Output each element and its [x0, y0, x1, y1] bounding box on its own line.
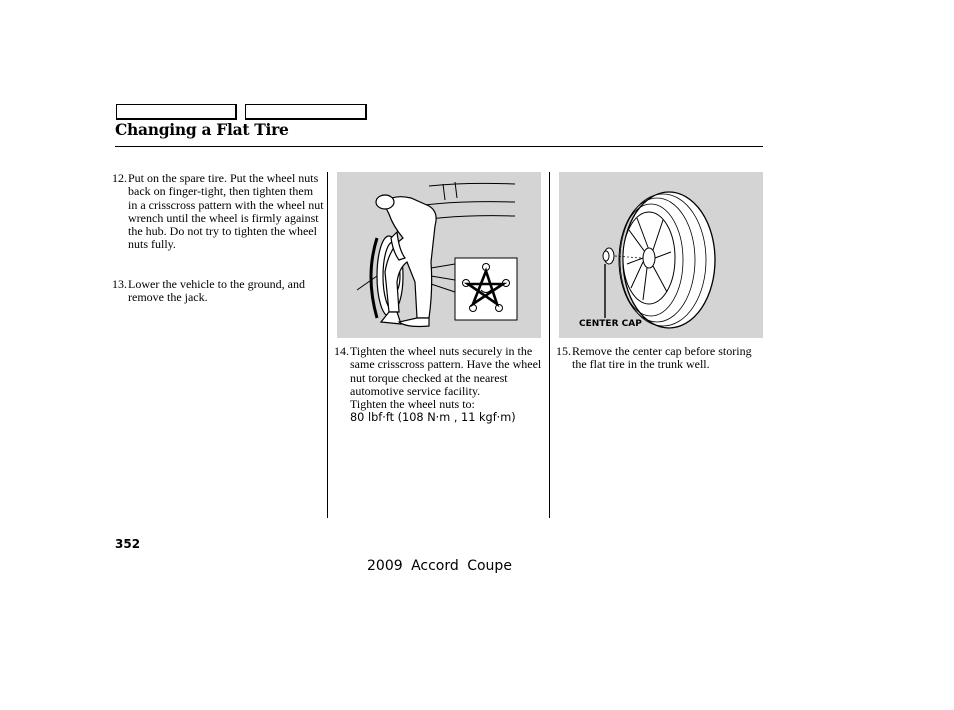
step-15 [556, 345, 762, 372]
lug-pattern-inset [455, 258, 517, 320]
tire-with-center-cap-icon [559, 172, 763, 338]
torque-spec: 80 lbf·ft (108 N·m , 11 kgf·m) [350, 411, 516, 425]
step-12 [112, 172, 324, 252]
nav-tab-box[interactable] [116, 104, 237, 120]
column-divider [549, 172, 550, 518]
title-divider [115, 146, 763, 147]
step-text: Remove the center cap before storing the flat tire in the trunk well. [572, 344, 752, 372]
step-number: 12. [112, 171, 127, 185]
mechanic-tightening-wheel-nuts-icon [337, 172, 541, 338]
step-number: 13. [112, 277, 127, 291]
step-text: Put on the spare tire. Put the wheel nuts back on finger-tight, then tighten them in a crisscross pattern with the wheel nut wrench until the wheel is firmly against the hub. Do not try to tighten the wheel nuts fully. [128, 171, 324, 252]
step-text: Tighten the wheel nuts securely in the same crisscross pattern. Have the wheel nut torque checked at the nearest automotive service facility. [350, 344, 542, 398]
center-cap-illustration [559, 172, 763, 338]
wheel-nut-illustration [337, 172, 541, 338]
page-number: 352 [115, 537, 141, 551]
step-13 [112, 278, 324, 305]
footer-model: 2009 Accord Coupe [367, 558, 512, 574]
step-number: 14. [334, 344, 349, 358]
step-number: 15. [556, 344, 571, 358]
nav-tab-box[interactable] [245, 104, 367, 120]
step-14 [334, 345, 546, 425]
step-subtext: Tighten the wheel nuts to: [350, 397, 475, 412]
section-title: Changing a Flat Tire [115, 120, 289, 139]
center-cap-callout: CENTER CAP [579, 319, 642, 329]
column-divider [327, 172, 328, 518]
step-text: Lower the vehicle to the ground, and remove the jack. [128, 277, 305, 305]
